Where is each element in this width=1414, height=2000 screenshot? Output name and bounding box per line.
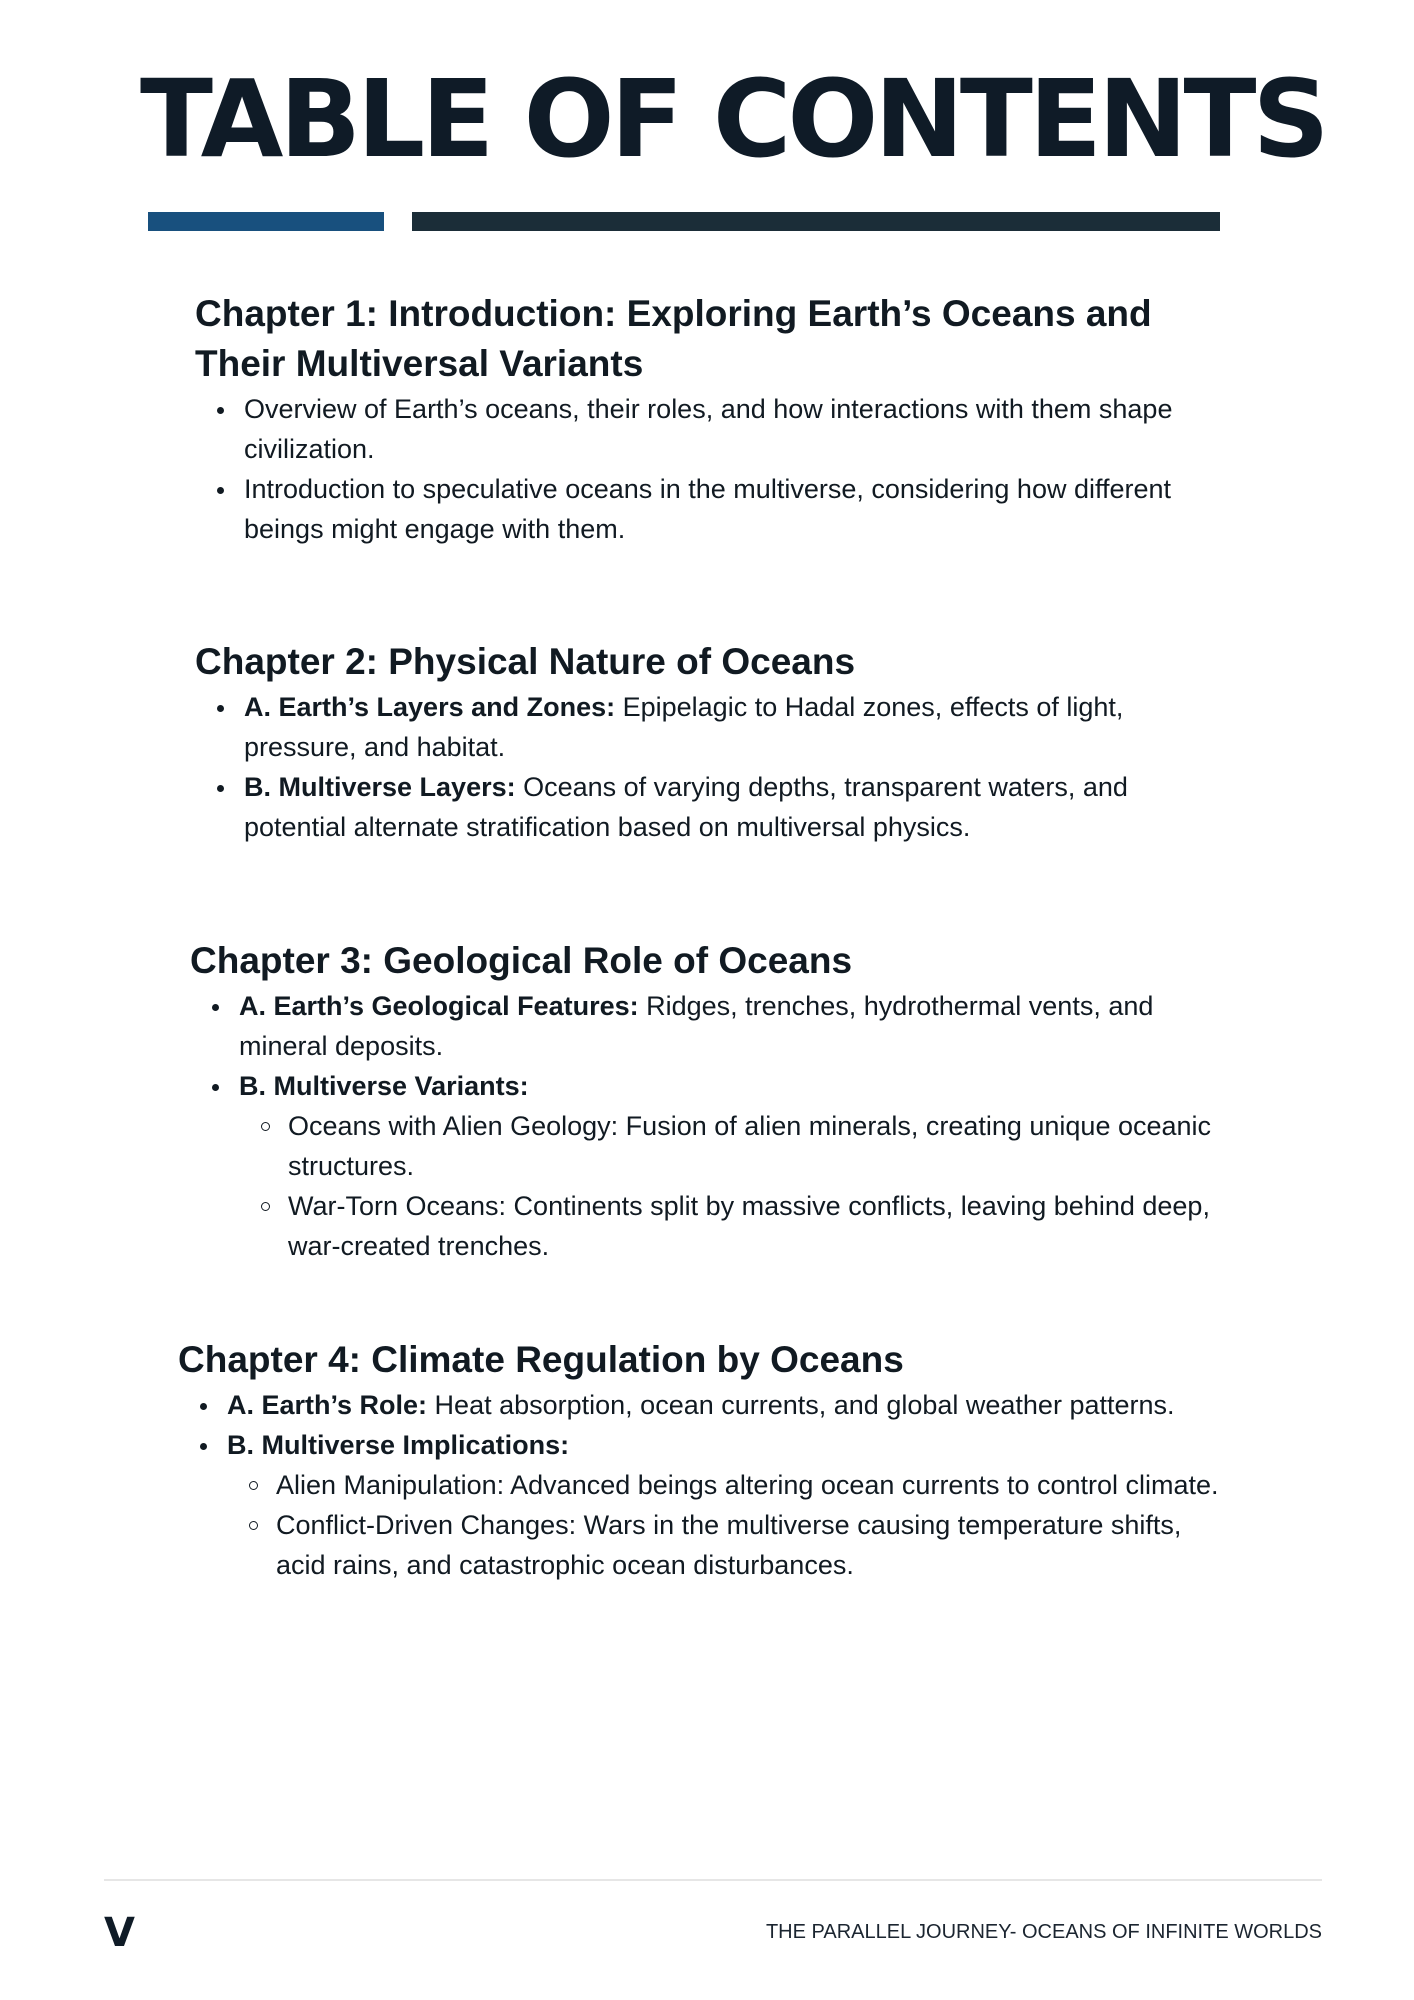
chapter-heading-line-2: Their Multiversal Variants xyxy=(195,343,644,384)
chapter-item-list xyxy=(195,389,1215,549)
title-underline-accent xyxy=(148,212,384,231)
sub-list-item: Conflict-Driven Changes: Wars in the multiverse causing temperature shifts, acid rains, and catastrophic ocean disturbances. xyxy=(227,1505,1228,1585)
chapter-heading: Chapter 4: Climate Regulation by Oceans xyxy=(178,1339,904,1380)
list-item xyxy=(178,1385,1228,1425)
list-item xyxy=(195,687,1235,767)
page-title: TABLE OF CONTENTS xyxy=(140,58,1326,182)
sub-list-item: Alien Manipulation: Advanced beings altering ocean currents to control climate. xyxy=(227,1465,1228,1505)
item-text: Overview of Earth’s oceans, their roles, and how interactions with them shape civilization. xyxy=(244,394,1173,464)
list-item xyxy=(195,469,1215,549)
chapter-heading: Chapter 2: Physical Nature of Oceans xyxy=(195,641,856,682)
item-text: Introduction to speculative oceans in the multiverse, considering how different beings might engage with them. xyxy=(244,474,1172,544)
chapter-4 xyxy=(178,1335,1228,1585)
sub-item-list xyxy=(227,1465,1228,1585)
list-item xyxy=(190,1066,1240,1266)
chapter-heading-line-1: Chapter 1: Introduction: Exploring Earth’s Oceans and xyxy=(195,293,1152,334)
item-text: Ridges, trenches, hydrothermal vents, and mineral deposits. xyxy=(239,991,1154,1061)
item-label: A. Earth’s Layers and Zones: xyxy=(244,692,616,722)
footer-logo-mark: V xyxy=(104,1910,135,1956)
item-text: Heat absorption, ocean currents, and global weather patterns. xyxy=(427,1390,1175,1420)
list-item xyxy=(190,986,1240,1066)
item-label: A. Earth’s Geological Features: xyxy=(239,991,639,1021)
chapter-3 xyxy=(190,936,1240,1266)
chapter-1 xyxy=(195,289,1215,549)
footer-divider xyxy=(104,1879,1322,1881)
item-label: B. Multiverse Implications: xyxy=(227,1430,570,1460)
chapter-heading xyxy=(195,289,1215,389)
item-label: B. Multiverse Layers: xyxy=(244,772,516,802)
chapter-item-list xyxy=(178,1385,1228,1585)
sub-list-item: Oceans with Alien Geology: Fusion of alien minerals, creating unique oceanic structures. xyxy=(239,1106,1240,1186)
item-label: A. Earth’s Role: xyxy=(227,1390,428,1420)
footer-publication-title: THE PARALLEL JOURNEY- OCEANS OF INFINITE WORLDS xyxy=(765,1921,1322,1943)
chapter-2 xyxy=(195,637,1235,847)
sub-item-list xyxy=(239,1106,1240,1266)
item-text: Oceans of varying depths, transparent waters, and potential alternate stratification based on multiversal physics. xyxy=(244,772,1128,842)
sub-list-item: War-Torn Oceans: Continents split by massive conflicts, leaving behind deep, war-created trenches. xyxy=(239,1186,1240,1266)
list-item xyxy=(195,389,1215,469)
list-item xyxy=(178,1425,1228,1585)
chapter-item-list xyxy=(195,687,1235,847)
chapter-item-list xyxy=(190,986,1240,1266)
title-underline-main xyxy=(412,212,1220,231)
item-label: B. Multiverse Variants: xyxy=(239,1071,529,1101)
list-item xyxy=(195,767,1235,847)
chapter-heading: Chapter 3: Geological Role of Oceans xyxy=(190,940,853,981)
item-text: Epipelagic to Hadal zones, effects of light, pressure, and habitat. xyxy=(244,692,1124,762)
